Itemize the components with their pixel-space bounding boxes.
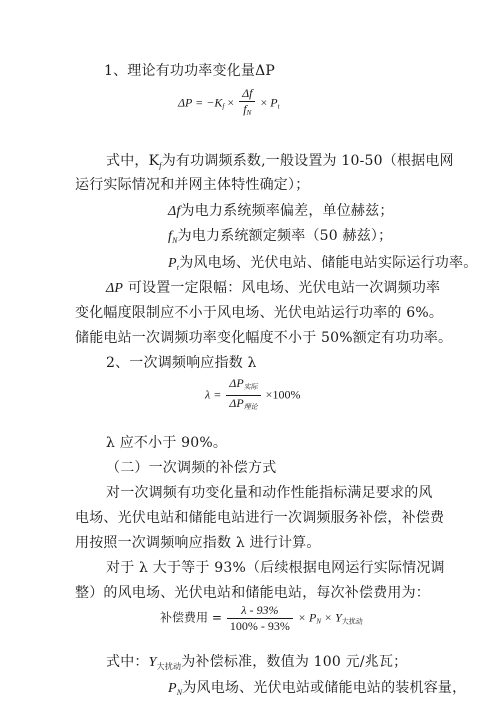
def-pt-sub: t bbox=[176, 263, 180, 272]
fee-numerator: λ - 93% bbox=[227, 603, 293, 619]
lambda-den-sub: 理论 bbox=[243, 403, 258, 411]
lambda-numerator bbox=[226, 376, 260, 396]
rhs-sub: t bbox=[277, 102, 280, 111]
heading2-text: 2、一次调频响应指数 λ bbox=[106, 355, 257, 371]
paragraph-limit-line2 bbox=[75, 304, 443, 322]
times-sign: × bbox=[227, 95, 235, 110]
fraction-denominator bbox=[239, 102, 255, 121]
def-pt-var: P bbox=[168, 256, 177, 271]
comp-text-1: 对一次调频有功变化量和动作性能指标满足要求的风 bbox=[106, 485, 433, 501]
comp-text-3: 用按照一次调频响应指数 λ 进行计算。 bbox=[75, 535, 321, 551]
limit-text-1: 可设置一定限幅：风电场、光伏电站一次调频功率 bbox=[123, 280, 441, 296]
paragraph-kf-line2 bbox=[75, 176, 309, 194]
paragraph-limit-line1 bbox=[106, 279, 440, 298]
paragraph-limit-line3 bbox=[75, 329, 452, 347]
fee-y-sub: 大扰动 bbox=[341, 617, 363, 626]
fee-pn-sub: N bbox=[316, 617, 321, 626]
heading-text: 1、理论有功功率变化量ΔP bbox=[104, 63, 276, 79]
formula-compensation-fee bbox=[160, 603, 363, 634]
lambda-num-sub: 实际 bbox=[243, 383, 258, 391]
definition-pt bbox=[168, 254, 477, 277]
def-df-var: Δf bbox=[168, 204, 181, 219]
limit-text-3: 储能电站一次调频功率变化幅度不小于 50%额定有功功率。 bbox=[75, 330, 453, 346]
lambda-lhs: λ = bbox=[205, 387, 222, 402]
threshold-text-2: 整）的风电场、光伏电站和储能电站，每次补偿费用为： bbox=[75, 585, 430, 601]
lambda-requirement bbox=[106, 434, 227, 452]
def-fn-text: 为电力系统额定频率（50 赫兹）； bbox=[177, 228, 393, 244]
def-pt-text: 为风电场、光伏电站、储能电站实际运行功率。 bbox=[179, 255, 478, 271]
fee-y: × Y bbox=[323, 610, 342, 625]
limit-text-2: 变化幅度限制应不小于风电场、光伏电站运行功率的 6%。 bbox=[75, 305, 444, 321]
comp-text-2: 电场、光伏电站和储能电站进行一次调频服务补偿，补偿费 bbox=[75, 510, 445, 526]
paragraph-compensation-line2 bbox=[75, 509, 444, 527]
kf-sub: f bbox=[159, 161, 162, 170]
lambda-req-text: λ 应不小于 90%。 bbox=[106, 435, 228, 451]
paragraph-y-standard bbox=[106, 653, 407, 676]
lambda-num-var: ΔP bbox=[229, 376, 244, 390]
def-df-text: 为电力系统频率偏差，单位赫兹； bbox=[180, 203, 394, 219]
pn-text: 为风电场、光伏电站或储能电站的装机容量， bbox=[182, 680, 467, 696]
lambda-denominator bbox=[226, 396, 260, 415]
paragraph-threshold-line1 bbox=[106, 559, 445, 577]
fraction-numerator: Δf bbox=[239, 86, 255, 102]
paragraph-threshold-line2 bbox=[75, 584, 430, 602]
y-text: 为补偿标准，数值为 100 元/兆瓦； bbox=[181, 654, 408, 670]
threshold-text-1: 对于 λ 大于等于 93%（后续根据电网运行实际情况调 bbox=[106, 560, 445, 576]
section2-text: （二）一次调频的补偿方式 bbox=[106, 460, 277, 476]
heading-theory-power-change bbox=[104, 62, 275, 80]
formula-lhs: ΔP = −K bbox=[178, 95, 223, 110]
lambda-den-var: ΔP bbox=[229, 396, 244, 410]
fee-pn: × P bbox=[297, 610, 317, 625]
kf-text: 为有功调频系数,一般设置为 10-50（根据电网 bbox=[161, 153, 454, 169]
den-sub: N bbox=[246, 109, 252, 117]
paragraph-compensation-line3 bbox=[75, 534, 321, 552]
kf-text-line2: 运行实际情况和并网主体特性确定）； bbox=[75, 177, 310, 193]
limit-var: ΔP bbox=[106, 281, 124, 296]
formula-lambda bbox=[205, 376, 300, 415]
times-sign-2: × bbox=[260, 95, 268, 110]
heading-response-index bbox=[106, 354, 257, 372]
definition-delta-f bbox=[168, 202, 394, 221]
fee-lhs: 补偿费用 = bbox=[160, 610, 222, 625]
pn-sub: N bbox=[176, 688, 183, 697]
fraction-lambda-93 bbox=[227, 603, 293, 634]
y-var: Y bbox=[148, 655, 157, 670]
def-fn-sub: N bbox=[172, 236, 178, 245]
pn-var: P bbox=[168, 681, 177, 696]
formula-delta-p bbox=[178, 86, 280, 121]
fraction-actual-theory bbox=[226, 376, 260, 415]
def-fn-var: f bbox=[168, 229, 173, 244]
definition-fn bbox=[168, 227, 392, 250]
paragraph-pn-capacity bbox=[168, 679, 466, 702]
y-prefix: 式中： bbox=[106, 654, 149, 670]
kf-prefix: 式中，K bbox=[106, 153, 160, 169]
fee-denominator: 100% - 93% bbox=[229, 619, 290, 633]
den-var: f bbox=[243, 102, 247, 116]
lambda-rhs: ×100% bbox=[265, 387, 301, 402]
fraction-df-fn bbox=[239, 86, 255, 121]
y-sub: 大扰动 bbox=[156, 662, 182, 671]
rhs-var: P bbox=[270, 95, 278, 110]
paragraph-kf bbox=[106, 152, 454, 175]
formula-lhs-sub: f bbox=[222, 102, 225, 111]
section-heading-compensation bbox=[106, 459, 276, 477]
paragraph-compensation-line1 bbox=[106, 484, 433, 502]
